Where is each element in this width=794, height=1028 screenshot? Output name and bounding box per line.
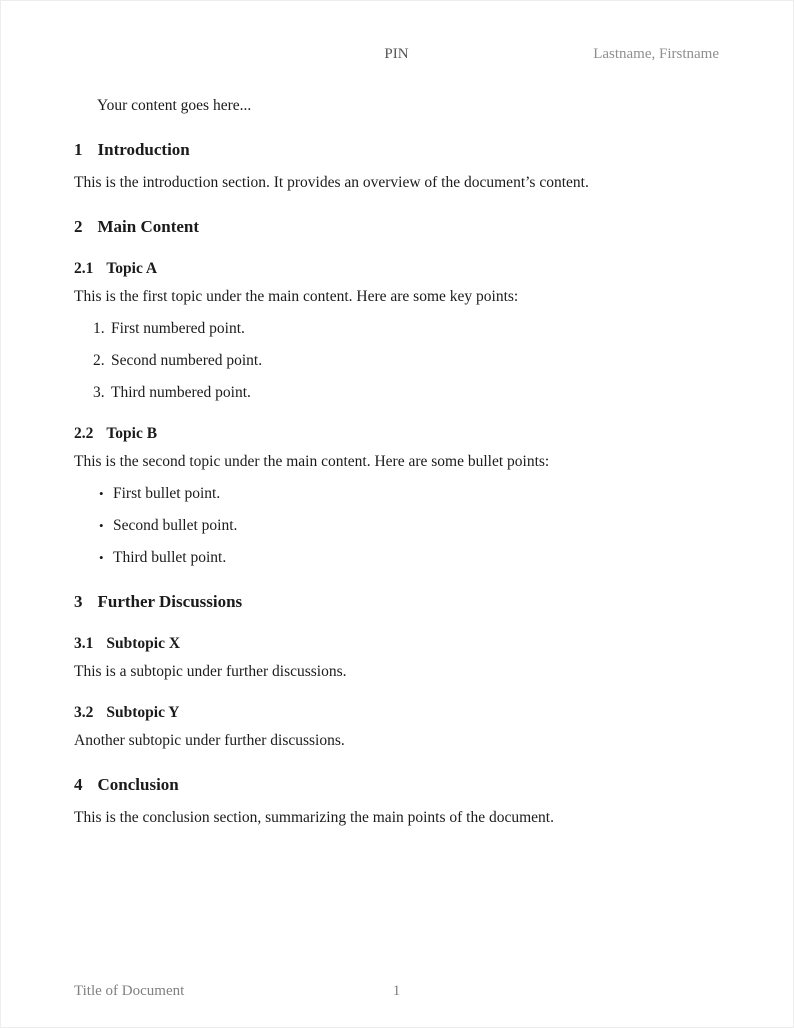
section-2-number: 2 <box>74 217 83 236</box>
section-4-heading <box>74 774 719 796</box>
item-text: Third bullet point. <box>113 549 227 566</box>
subsection-2-1-paragraph: This is the first topic under the main content. Here are some key points: <box>74 288 519 305</box>
list-item <box>74 319 719 339</box>
section-1-paragraph: This is the introduction section. It provides an overview of the document’s content. <box>74 174 589 191</box>
document-body <box>74 96 719 840</box>
bullet-icon: • <box>99 486 104 501</box>
subsection-2-2-number: 2.2 <box>74 425 94 442</box>
item-number: 1. <box>93 320 105 337</box>
bullet-icon: • <box>99 550 104 565</box>
subsection-3-1-heading <box>74 633 719 654</box>
footer-page-number: 1 <box>392 983 401 999</box>
subsection-3-2-number: 3.2 <box>74 704 94 721</box>
section-4-title: Conclusion <box>97 775 179 794</box>
list-item <box>74 516 719 536</box>
item-text: Third numbered point. <box>111 384 251 401</box>
list-item <box>74 383 719 403</box>
item-number: 3. <box>93 384 105 401</box>
item-text: First numbered point. <box>111 320 245 337</box>
subsection-2-1-title: Topic A <box>106 260 158 277</box>
page-footer <box>74 983 719 1001</box>
subsection-3-1-paragraph: This is a subtopic under further discussions. <box>74 663 347 680</box>
lead-paragraph: Your content goes here... <box>97 97 252 114</box>
subsection-2-1-number: 2.1 <box>74 260 94 277</box>
header-author-name: Lastname, Firstname <box>593 46 719 62</box>
section-4-paragraph: This is the conclusion section, summarizing the main points of the document. <box>74 809 554 826</box>
item-number: 2. <box>93 352 105 369</box>
page-header <box>74 46 719 64</box>
footer-document-title: Title of Document <box>74 983 185 999</box>
item-text: Second bullet point. <box>113 517 238 534</box>
section-2-title: Main Content <box>97 217 200 236</box>
subsection-2-2-title: Topic B <box>106 425 158 442</box>
numbered-list <box>74 319 719 403</box>
subsection-2-2-heading <box>74 423 719 444</box>
subsection-3-2-title: Subtopic Y <box>106 704 180 721</box>
section-3-heading <box>74 591 719 613</box>
section-3-number: 3 <box>74 592 83 611</box>
list-item <box>74 484 719 504</box>
section-2-heading <box>74 216 719 238</box>
subsection-2-1-heading <box>74 258 719 279</box>
section-1-title: Introduction <box>97 140 190 159</box>
section-1-heading <box>74 139 719 161</box>
bullet-list <box>74 484 719 568</box>
header-short-title: PIN <box>384 46 409 62</box>
subsection-3-2-heading <box>74 702 719 723</box>
section-4-number: 4 <box>74 775 83 794</box>
item-text: Second numbered point. <box>111 352 263 369</box>
subsection-3-1-number: 3.1 <box>74 635 94 652</box>
item-text: First bullet point. <box>113 485 221 502</box>
list-item <box>74 351 719 371</box>
list-item <box>74 548 719 568</box>
subsection-2-2-paragraph: This is the second topic under the main content. Here are some bullet points: <box>74 453 550 470</box>
bullet-icon: • <box>99 518 104 533</box>
section-3-title: Further Discussions <box>97 592 243 611</box>
subsection-3-1-title: Subtopic X <box>106 635 181 652</box>
subsection-3-2-paragraph: Another subtopic under further discussions. <box>74 732 345 749</box>
section-1-number: 1 <box>74 140 83 159</box>
